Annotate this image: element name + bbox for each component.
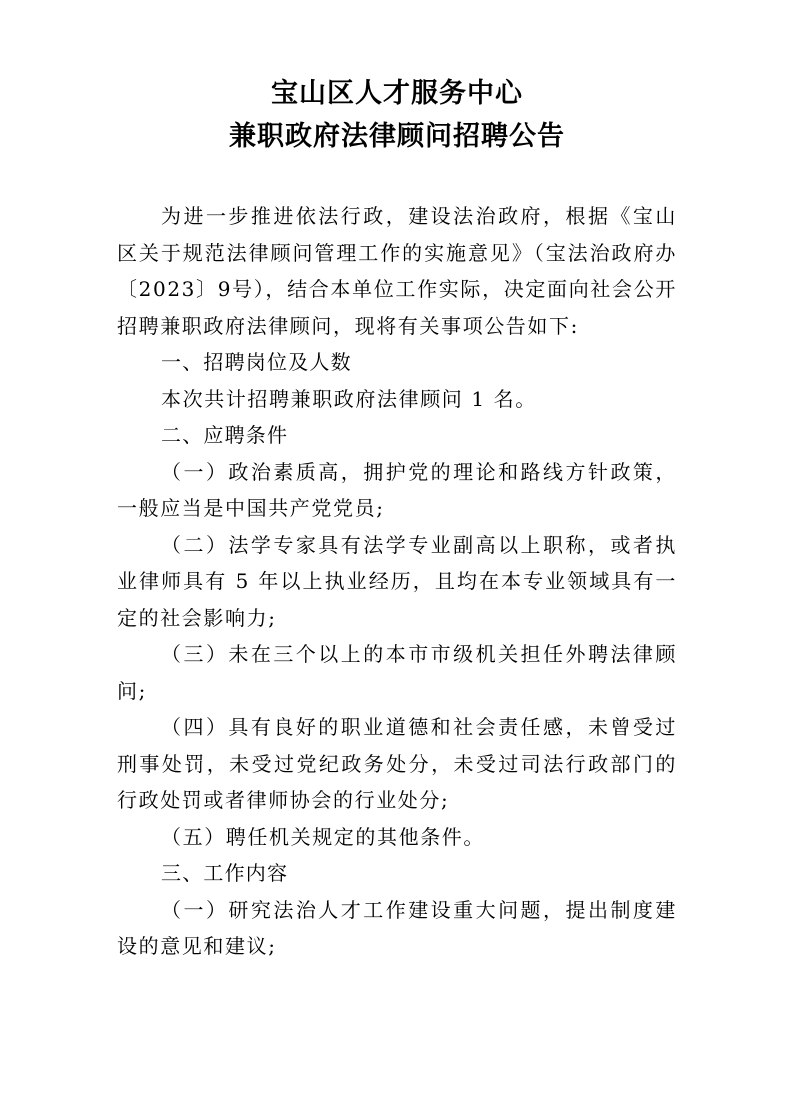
section-heading-positions: 一、招聘岗位及人数 <box>161 350 352 374</box>
document-title-line-2: 兼职政府法律顾问招聘公告 <box>229 121 565 152</box>
section-heading-work-content: 三、工作内容 <box>161 861 289 885</box>
section-heading-requirements: 二、应聘条件 <box>161 423 289 447</box>
section-paragraph: 本次共计招聘兼职政府法律顾问 1 名。 <box>161 386 537 411</box>
section-paragraph: （二）法学专家具有法学专业副高以上职称，或者执业律师具有 5 年以上执业经历，且均在本专业领域具有一定的社会影响力; <box>117 532 677 630</box>
document-body <box>117 198 677 965</box>
section-paragraph: （五）聘任机关规定的其他条件。 <box>161 824 485 849</box>
document-title-line-1: 宝山区人才服务中心 <box>271 78 523 109</box>
intro-paragraph: 为进一步推进依法行政，建设法治政府，根据《宝山区关于规范法律顾问管理工作的实施意见》（宝法治政府办〔2023〕9号），结合本单位工作实际，决定面向社会公开招聘兼职政府法律顾问，现将有关事项公告如下: <box>117 204 677 338</box>
section-paragraph: （四）具有良好的职业道德和社会责任感，未曾受过刑事处罚，未受过党纪政务处分，未受过司法行政部门的行政处罚或者律师协会的行业处分; <box>117 715 677 812</box>
section-paragraph: （一）研究法治人才工作建设重大问题，提出制度建设的意见和建议; <box>117 897 677 958</box>
section-paragraph: （三）未在三个以上的本市市级机关担任外聘法律顾问; <box>117 642 677 703</box>
section-paragraph: （一）政治素质高，拥护党的理论和路线方针政策，一般应当是中国共产党党员; <box>117 459 677 520</box>
